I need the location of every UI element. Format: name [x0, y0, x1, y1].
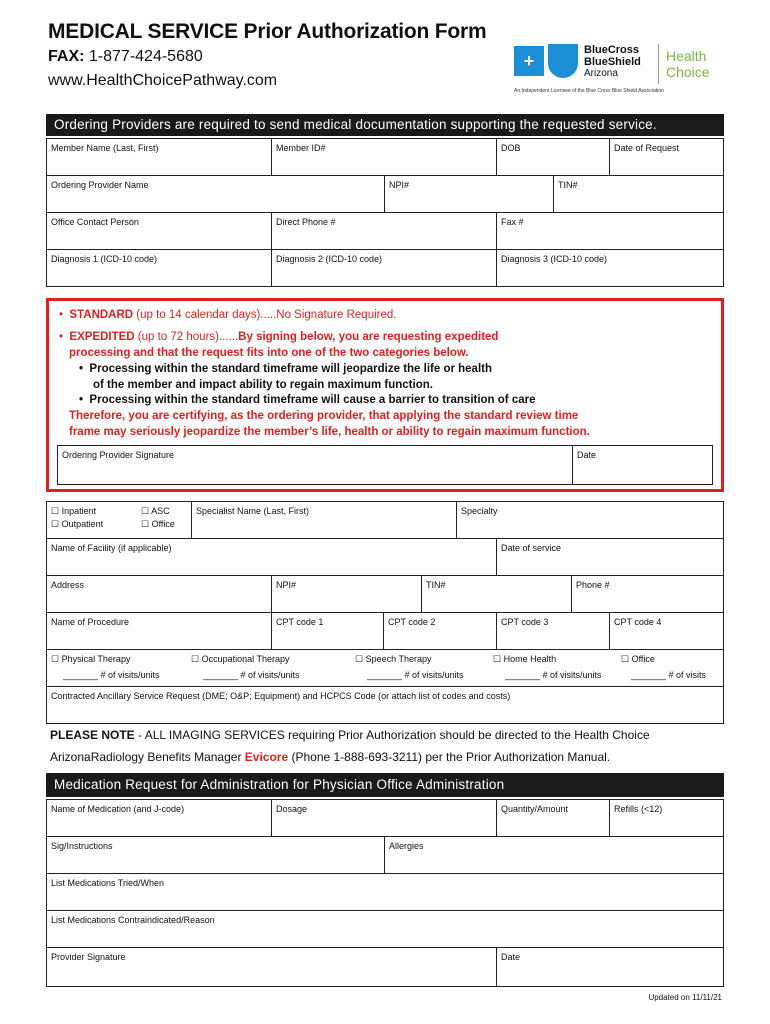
bc-line2: BlueShield	[584, 56, 641, 68]
fax-label: FAX:	[48, 48, 85, 65]
expedited-line2: processing and that the request fits into one of the two categories below.	[69, 347, 469, 359]
evicore-text: Evicore	[244, 750, 289, 764]
inpatient-checkbox[interactable]: ☐ Inpatient	[51, 506, 97, 516]
expedited-bold: By signing below, you are requesting expedited	[238, 331, 499, 343]
ot-visits[interactable]: _______ # of visits/units	[203, 670, 300, 680]
logo-tagline: An Independent Licensee of the Blue Cross Blue Shield Association	[514, 88, 664, 94]
diagnosis1-label: Diagnosis 1 (ICD-10 code)	[51, 254, 158, 264]
logo	[512, 40, 717, 98]
note-line2	[50, 750, 610, 764]
cpt2-field[interactable]	[383, 612, 497, 650]
outpatient-label: Outpatient	[61, 519, 104, 529]
provider-signature-date-field[interactable]	[496, 947, 724, 987]
diagnosis2-label: Diagnosis 2 (ICD-10 code)	[276, 254, 383, 264]
note-text2b: (Phone 1-888-693-3211) per the Prior Authorization Manual.	[288, 750, 611, 764]
logo-divider	[658, 44, 659, 84]
bullet1a: Processing within the standard timeframe will jeopardize the life or health	[89, 363, 493, 375]
blue-shield-icon	[548, 44, 578, 78]
note-text1: - ALL IMAGING SERVICES requiring Prior Authorization should be directed to the Health Choice	[134, 728, 650, 742]
expedited-line: • EXPEDITED (up to 72 hours)......By signing below, you are requesting expedited	[59, 331, 499, 343]
expedited-text: (up to 72 hours)......	[134, 331, 239, 343]
setting-checkboxes	[46, 501, 192, 539]
certify-line2: frame may seriously jeopardize the member’s life, health or ability to regain maximum function.	[69, 426, 590, 438]
standard-text: (up to 14 calendar days).....No Signature Required.	[133, 309, 397, 321]
home-health-checkbox[interactable]: ☐ Home Health	[493, 654, 557, 664]
pt-label: Physical Therapy	[61, 654, 131, 664]
diagnosis1-field[interactable]	[46, 249, 272, 287]
specialist-name-label: Specialist Name (Last, First)	[196, 506, 310, 516]
st-visits[interactable]: _______ # of visits/units	[367, 670, 464, 680]
office-checkbox[interactable]: ☐ Office	[141, 519, 175, 529]
signature-date-label: Date	[577, 450, 597, 460]
office-label: Office	[151, 519, 175, 529]
page-title: MEDICAL SERVICE Prior Authorization Form	[48, 20, 487, 43]
diagnosis3-label: Diagnosis 3 (ICD-10 code)	[501, 254, 608, 264]
date-of-request-label: Date of Request	[614, 143, 680, 153]
member-id-label: Member ID#	[276, 143, 326, 153]
st-label: Speech Therapy	[365, 654, 432, 664]
npi-label: NPI#	[389, 180, 410, 190]
hh-visits[interactable]: _______ # of visits/units	[505, 670, 602, 680]
website: www.HealthChoicePathway.com	[48, 72, 278, 89]
bullet2: Processing within the standard timeframe will cause a barrier to transition of care	[89, 394, 536, 406]
bullet2-line: • Processing within the standard timeframe will cause a barrier to transition of care	[79, 394, 536, 406]
hc-line2: Choice	[666, 64, 710, 80]
pt-visits[interactable]: _______ # of visits/units	[63, 670, 160, 680]
certify-line1: Therefore, you are certifying, as the ordering provider, that applying the standard review time	[69, 410, 579, 422]
bc-line1: BlueCross	[584, 44, 640, 56]
sig-instructions-field[interactable]	[46, 836, 385, 874]
hc-line1: Health	[666, 48, 707, 64]
ot-label: Occupational Therapy	[201, 654, 290, 664]
provider-signature-label: Provider Signature	[51, 952, 126, 962]
facility-name-field[interactable]	[46, 538, 497, 576]
tin-label: TIN#	[558, 180, 578, 190]
provider-signature-field[interactable]	[46, 947, 497, 987]
fax-field-label: Fax #	[501, 217, 524, 227]
standard-label: STANDARD	[69, 309, 134, 321]
cpt4-label: CPT code 4	[614, 617, 662, 627]
diagnosis3-field[interactable]	[496, 249, 724, 287]
procedure-label: Name of Procedure	[51, 617, 130, 627]
therapy-row	[46, 649, 724, 687]
fax-field[interactable]	[496, 212, 724, 250]
fax-line	[48, 48, 203, 66]
facility-phone-field[interactable]	[571, 575, 724, 613]
direct-phone-field[interactable]	[271, 212, 497, 250]
health-choice-logo	[666, 48, 710, 80]
procedure-name-field[interactable]	[46, 612, 272, 650]
bc-arizona: Arizona	[584, 68, 618, 79]
refills-field[interactable]	[609, 799, 724, 837]
speech-therapy-checkbox[interactable]: ☐ Speech Therapy	[355, 654, 432, 664]
medications-contraindicated-field[interactable]	[46, 910, 724, 948]
medication-name-field[interactable]	[46, 799, 272, 837]
date-of-request-field[interactable]	[609, 138, 724, 176]
address-field[interactable]	[46, 575, 272, 613]
inpatient-label: Inpatient	[61, 506, 97, 516]
cpt2-label: CPT code 2	[388, 617, 436, 627]
cpt3-label: CPT code 3	[501, 617, 549, 627]
updated-date: Updated on 11/11/21	[648, 993, 722, 1002]
bullet1-line: • Processing within the standard timeframe will jeopardize the life or health	[79, 363, 493, 375]
standard-line: • STANDARD (up to 14 calendar days).....No Signature Required.	[59, 309, 397, 321]
ordering-provider-name-field[interactable]	[46, 175, 385, 213]
bcbs-name	[584, 44, 641, 68]
date-of-service-field[interactable]	[496, 538, 724, 576]
dob-label: DOB	[501, 143, 521, 153]
cpt1-label: CPT code 1	[276, 617, 324, 627]
allergies-label: Allergies	[389, 841, 424, 851]
occupational-therapy-checkbox[interactable]: ☐ Occupational Therapy	[191, 654, 290, 664]
cpt1-field[interactable]	[271, 612, 384, 650]
direct-phone-label: Direct Phone #	[276, 217, 336, 227]
quantity-label: Quantity/Amount	[501, 804, 569, 814]
address-label: Address	[51, 580, 85, 590]
asc-checkbox[interactable]: ☐ ASC	[141, 506, 170, 516]
physical-therapy-checkbox[interactable]: ☐ Physical Therapy	[51, 654, 131, 664]
refills-label: Refills (<12)	[614, 804, 663, 814]
cross-icon: +	[523, 51, 535, 71]
office-contact-label: Office Contact Person	[51, 217, 139, 227]
npi-field[interactable]	[384, 175, 554, 213]
ordering-provider-signature-field[interactable]	[57, 445, 573, 485]
facility-name-label: Name of Facility (if applicable)	[51, 543, 172, 553]
dosage-label: Dosage	[276, 804, 308, 814]
note-line1	[50, 728, 650, 742]
member-name-field[interactable]	[46, 138, 272, 176]
diagnosis2-field[interactable]	[271, 249, 497, 287]
office-visits[interactable]: _______ # of visits	[631, 670, 707, 680]
fax-number: 1-877-424-5680	[88, 48, 203, 65]
medications-tried-field[interactable]	[46, 873, 724, 911]
specialist-name-field[interactable]	[191, 501, 457, 539]
office-contact-field[interactable]	[46, 212, 272, 250]
facility-tin-label: TIN#	[426, 580, 446, 590]
facility-tin-field[interactable]	[421, 575, 572, 613]
asc-label: ASC	[151, 506, 170, 516]
ancillary-label: Contracted Ancillary Service Request (DME; O&P; Equipment) and HCPCS Code (or attach list of codes and costs)	[51, 691, 511, 701]
facility-phone-label: Phone #	[576, 580, 610, 590]
note-label: PLEASE NOTE	[50, 728, 135, 742]
dob-field[interactable]	[496, 138, 610, 176]
provider-date-label: Date	[501, 952, 521, 962]
specialty-field[interactable]	[456, 501, 724, 539]
specialty-label: Specialty	[461, 506, 498, 516]
contraindicated-label: List Medications Contraindicated/Reason	[51, 915, 215, 925]
tried-label: List Medications Tried/When	[51, 878, 165, 888]
cpt3-field[interactable]	[496, 612, 610, 650]
bullet1b: of the member and impact ability to regain maximum function.	[93, 379, 433, 391]
signature-label: Ordering Provider Signature	[62, 450, 175, 460]
cpt4-field[interactable]	[609, 612, 724, 650]
ordering-provider-name-label: Ordering Provider Name	[51, 180, 149, 190]
ancillary-field[interactable]	[46, 686, 724, 724]
expedited-label: EXPEDITED	[69, 331, 135, 343]
medication-banner: Medication Request for Administration for Physician Office Administration	[46, 773, 724, 797]
office-visit-checkbox[interactable]: ☐ Office	[621, 654, 655, 664]
signature-date-field[interactable]	[572, 445, 713, 485]
member-id-field[interactable]	[271, 138, 497, 176]
medication-name-label: Name of Medication (and J-code)	[51, 804, 185, 814]
sig-label: Sig/Instructions	[51, 841, 113, 851]
facility-npi-field[interactable]	[271, 575, 422, 613]
ordering-banner: Ordering Providers are required to send medical documentation supporting the requested service.	[46, 114, 724, 136]
outpatient-checkbox[interactable]: ☐ Outpatient	[51, 519, 104, 529]
hh-label: Home Health	[503, 654, 557, 664]
tin-field[interactable]	[553, 175, 724, 213]
dosage-field[interactable]	[271, 799, 497, 837]
date-of-service-label: Date of service	[501, 543, 562, 553]
facility-npi-label: NPI#	[276, 580, 297, 590]
quantity-field[interactable]	[496, 799, 610, 837]
urgency-box	[46, 298, 724, 492]
allergies-field[interactable]	[384, 836, 724, 874]
note-text2a: ArizonaRadiology Benefits Manager	[50, 750, 245, 764]
member-name-label: Member Name (Last, First)	[51, 143, 159, 153]
office2-label: Office	[631, 654, 655, 664]
